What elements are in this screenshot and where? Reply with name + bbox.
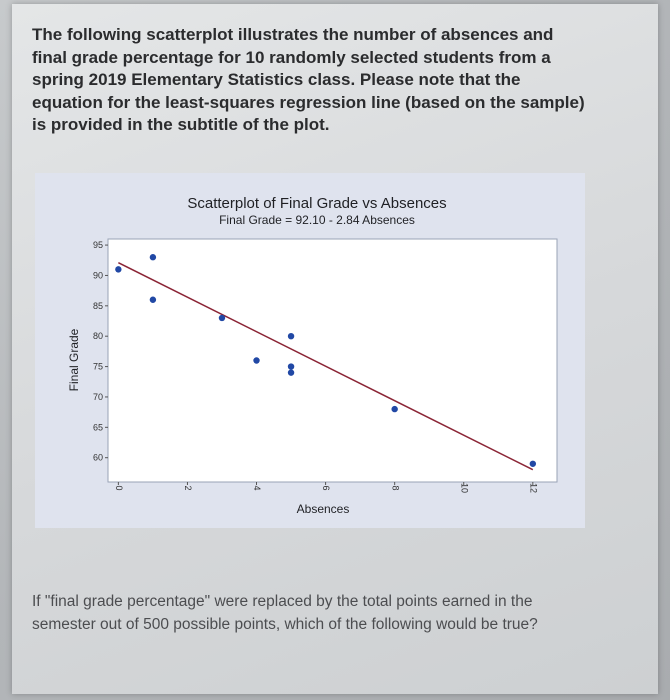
data-point xyxy=(253,357,259,363)
y-tick-label: 80 xyxy=(92,331,103,342)
y-tick-label: 90 xyxy=(92,270,103,281)
plot-area xyxy=(108,239,557,482)
scatterplot xyxy=(35,173,585,528)
scatterplot-panel xyxy=(35,173,585,528)
y-axis xyxy=(93,240,108,463)
data-point xyxy=(288,333,294,339)
data-point xyxy=(288,369,294,375)
x-tick-label: 6 xyxy=(321,485,332,491)
x-tick-label: 4 xyxy=(252,485,263,491)
data-point xyxy=(219,315,225,321)
y-tick-label: 65 xyxy=(92,422,103,433)
x-tick-label: 10 xyxy=(459,482,470,494)
x-axis xyxy=(114,482,538,493)
chart-title: Scatterplot of Final Grade vs Absences xyxy=(187,195,447,212)
intro-text: The following scatterplot illustrates the number of absences and final grade percentage for 10 randomly selected students from a spring 2019 Elementary Statistics class. Please note that the equation for the least-squares regression line (based on the sample) is provided in the subtitle of the plot. xyxy=(32,25,585,134)
data-point xyxy=(115,266,121,272)
y-axis-label: Final Grade xyxy=(67,328,81,392)
data-point xyxy=(288,363,294,369)
x-tick-label: 12 xyxy=(528,482,539,494)
x-tick-label: 0 xyxy=(113,485,124,491)
data-point xyxy=(391,406,397,412)
x-tick-label: 8 xyxy=(390,485,401,491)
data-point xyxy=(150,254,156,260)
chart-subtitle: Final Grade = 92.10 - 2.84 Absences xyxy=(219,213,415,227)
y-tick-label: 75 xyxy=(92,361,103,372)
y-tick-label: 95 xyxy=(92,240,103,251)
x-axis-label: Absences xyxy=(296,502,350,516)
data-point xyxy=(530,461,536,467)
x-tick-label: 2 xyxy=(183,485,194,491)
y-tick-label: 70 xyxy=(92,391,103,402)
question-text: If "final grade percentage" were replaced by the total points earned in the semester out of 500 possible points, which of the following would be true? xyxy=(32,593,538,633)
data-point xyxy=(150,297,156,303)
y-tick-label: 85 xyxy=(92,300,103,311)
question-card xyxy=(12,4,658,694)
y-tick-label: 60 xyxy=(92,452,103,463)
